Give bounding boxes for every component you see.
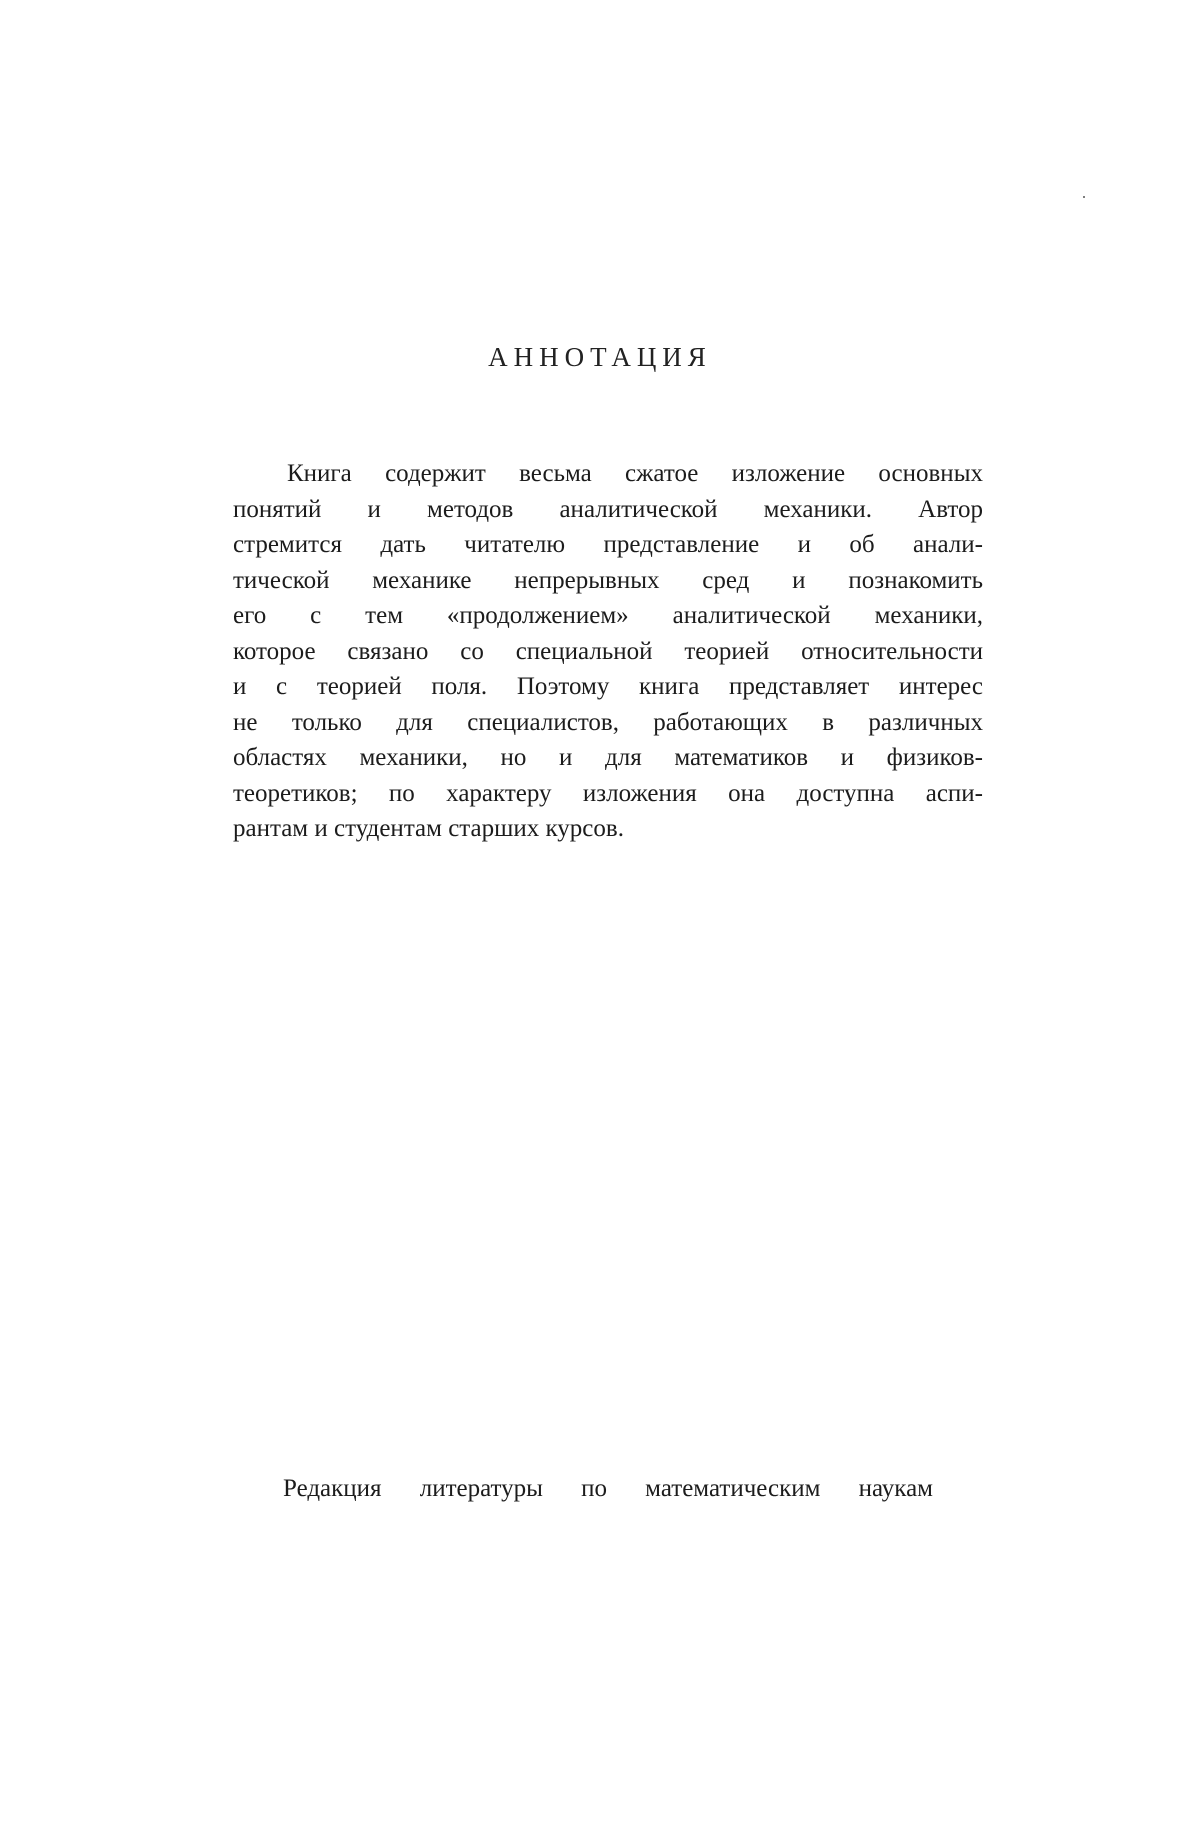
abstract-line: тической механике непрерывных сред и познакомить [233,566,983,594]
abstract-paragraph [233,456,983,847]
abstract-line: его с тем «продолжением» аналитической механики, [233,602,983,629]
abstract-line: Книга содержит весьма сжатое изложение основных [287,460,983,487]
editorial-imprint: Редакция литературы по математическим наукам [283,1475,933,1502]
abstract-line: теоретиков; по характеру изложения она доступна аспи- [233,779,983,807]
abstract-line: не только для специалистов, работающих в различных [233,708,983,736]
page-heading: АННОТАЦИЯ [488,342,712,372]
print-speck [1083,196,1085,198]
abstract-line: стремится дать читателю представление и об анали- [233,531,983,558]
abstract-line: и с теорией поля. Поэтому книга представляет интерес [233,673,983,700]
abstract-line: рантам и студентам старших курсов. [233,815,624,842]
abstract-line: понятий и методов аналитической механики. Автор [233,495,983,523]
abstract-line: областях механики, но и для математиков и физиков- [233,744,983,771]
abstract-line: которое связано со специальной теорией относительности [233,637,983,665]
